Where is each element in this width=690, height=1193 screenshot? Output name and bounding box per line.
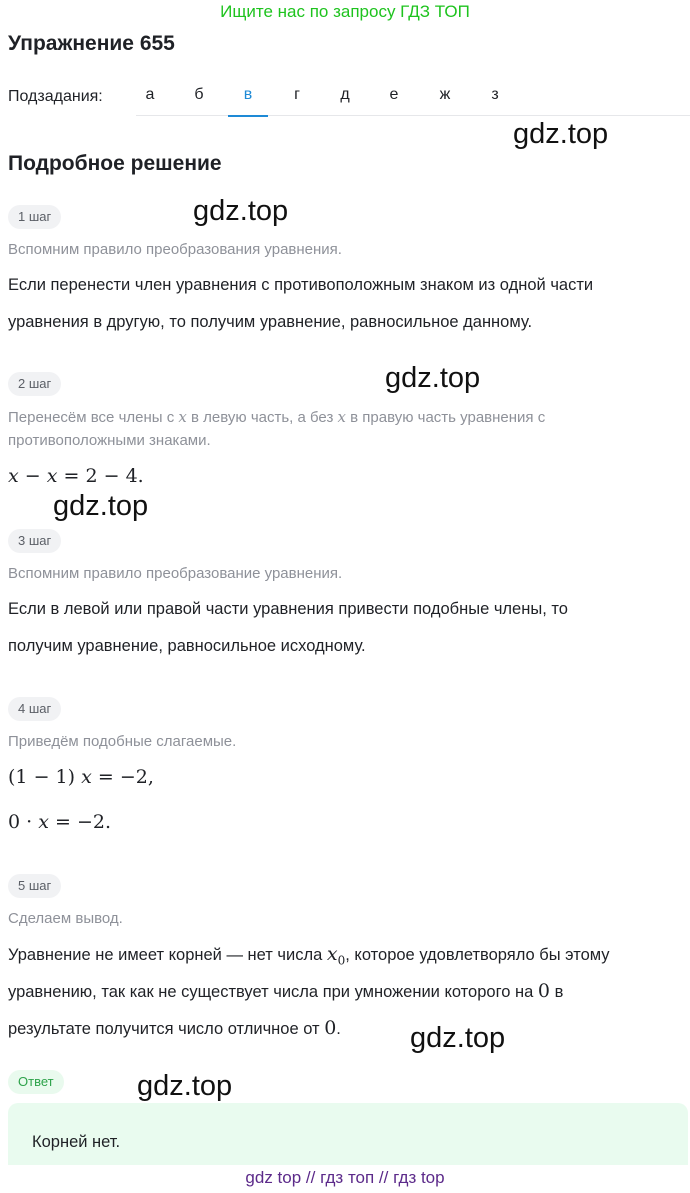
watermark: gdz.top: [513, 118, 609, 150]
eq-operator: ·: [26, 811, 33, 833]
step-text-1-line2: уравнения в другую, то получим уравнение, равносильное данному.: [8, 313, 533, 331]
eq-term: x: [81, 766, 92, 788]
watermark: gdz.top: [385, 362, 481, 394]
step-badge-5: 5 шаг: [8, 874, 61, 898]
step-hint-2-line1: [8, 405, 648, 430]
text-fragment: Уравнение не имеет корней — нет числа: [8, 946, 323, 964]
promo-banner[interactable]: Ищите нас по запросу ГДЗ ТОП: [220, 2, 470, 21]
math-number: 0: [324, 1017, 337, 1039]
section-title: Подробное решение: [8, 152, 222, 175]
eq-operator: −: [103, 465, 120, 487]
eq-term: (1: [8, 766, 28, 788]
subtask-tab-g[interactable]: г: [294, 86, 300, 103]
subtask-tab-b[interactable]: б: [194, 86, 204, 103]
answer-text: Корней нет.: [32, 1133, 121, 1151]
eq-term: x: [46, 465, 58, 487]
text-fragment: в: [554, 983, 564, 1001]
watermark: gdz.top: [137, 1070, 233, 1102]
subtasks-nav: [8, 80, 688, 116]
eq-term: x: [38, 811, 49, 833]
step-hint-2-line2: противоположными знаками.: [8, 432, 211, 449]
step-text-3-line2: получим уравнение, равносильное исходному.: [8, 637, 366, 655]
step-badge-2: 2 шаг: [8, 372, 61, 396]
watermark: gdz.top: [410, 1022, 506, 1054]
math-variable: x: [337, 408, 346, 426]
answer-badge: Ответ: [8, 1070, 64, 1094]
watermark: gdz.top: [53, 490, 149, 522]
step-hint-5: Сделаем вывод.: [8, 910, 123, 927]
eq-equals: =: [63, 465, 80, 487]
text-fragment: .: [336, 1020, 341, 1038]
subtask-tab-d[interactable]: д: [340, 86, 350, 103]
math-subscript: 0: [337, 953, 346, 968]
step-badge-3: 3 шаг: [8, 529, 61, 553]
step-hint-4: Приведём подобные слагаемые.: [8, 733, 237, 750]
equation-step-4-line1: [8, 766, 154, 788]
eq-term: x: [8, 465, 19, 487]
watermark: gdz.top: [193, 195, 289, 227]
answer-box: [8, 1103, 688, 1165]
eq-term: 2: [85, 465, 98, 487]
math-number: 0: [537, 980, 550, 1002]
step-text-3-line1: Если в левой или правой части уравнения привести подобные члены, то: [8, 600, 568, 618]
step-text-5-line3: [8, 1010, 688, 1048]
step-text-5-line2: [8, 973, 688, 1011]
hint-text: в левую часть, а без: [191, 409, 334, 426]
eq-term: 1): [55, 766, 76, 788]
subtask-tab-e[interactable]: е: [389, 86, 399, 103]
eq-operator: −: [33, 766, 50, 788]
eq-equals: =: [97, 766, 114, 788]
step-badge-4: 4 шаг: [8, 697, 61, 721]
eq-term: −2.: [76, 811, 112, 833]
eq-equals: =: [55, 811, 71, 833]
eq-term: −2,: [119, 766, 154, 788]
subtask-tab-zh[interactable]: ж: [439, 86, 451, 103]
math-variable: x: [178, 408, 187, 426]
hint-text: Перенесём все члены с: [8, 409, 175, 426]
step-hint-3: Вспомним правило преобразование уравнения.: [8, 565, 343, 582]
subtasks-label: Подзадания:: [8, 88, 103, 105]
math-variable: x: [326, 943, 338, 965]
footer-links[interactable]: gdz top // гдз топ // гдз top: [245, 1168, 445, 1187]
eq-term: 4.: [125, 465, 144, 487]
equation-step-2: [8, 465, 144, 487]
hint-text: в правую часть уравнения с: [350, 409, 546, 426]
eq-operator: −: [24, 465, 41, 487]
eq-term: 0: [8, 811, 21, 833]
subtask-tab-z[interactable]: з: [491, 86, 499, 103]
step-text-1-line1: Если перенести член уравнения с противоположным знаком из одной части: [8, 276, 594, 294]
text-fragment: уравнению, так как не существует числа при умножении которого на: [8, 983, 534, 1001]
subtask-tab-a[interactable]: а: [145, 86, 155, 103]
text-fragment: результате получится число отличное от: [8, 1020, 320, 1038]
equation-step-4-line2: [8, 811, 111, 833]
text-fragment: , которое удовлетворяло бы этому: [345, 946, 610, 964]
page-title: Упражнение 655: [8, 32, 175, 55]
subtask-tab-v[interactable]: в: [228, 86, 268, 116]
step-hint-1: Вспомним правило преобразования уравнения.: [8, 241, 342, 258]
step-badge-1: 1 шаг: [8, 205, 61, 229]
